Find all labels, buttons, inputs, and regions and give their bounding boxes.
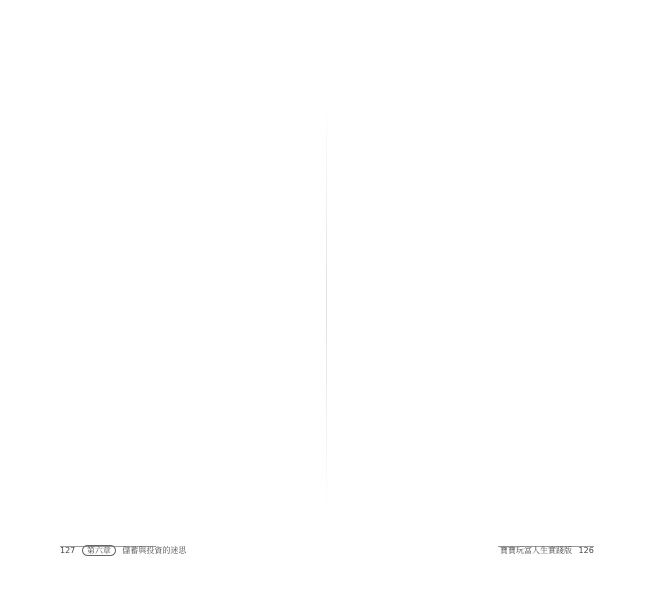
right-folio: [500, 545, 594, 556]
right-running-head: 寶寶玩富人生實踐版: [500, 546, 572, 555]
chapter-badge: 第六章: [82, 545, 116, 556]
left-folio: [60, 545, 186, 556]
right-page-body: [337, 98, 587, 528]
gutter: [326, 96, 327, 516]
left-page-body: [66, 98, 316, 528]
left-running-head: 儲蓄與投資的迷思: [122, 546, 187, 555]
left-page-number: 127: [60, 546, 76, 555]
right-page-number: 126: [578, 546, 594, 555]
